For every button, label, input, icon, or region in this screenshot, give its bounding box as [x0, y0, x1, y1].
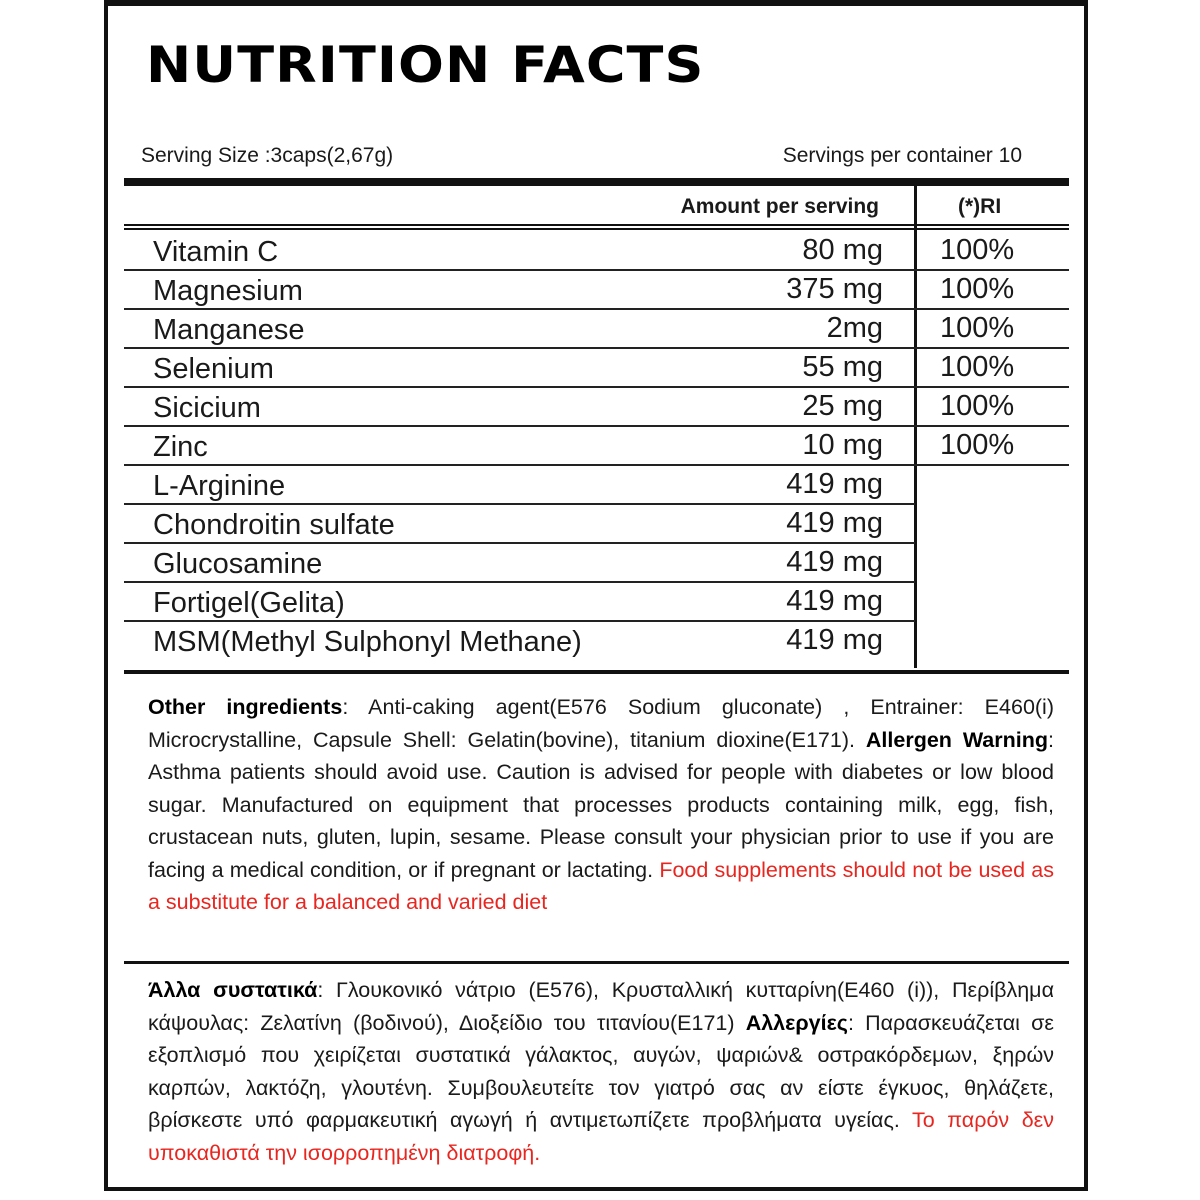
- nutrient-row: [124, 544, 1069, 583]
- english-ingredients: [148, 691, 1054, 919]
- serving-size: Serving Size :3caps(2,67g): [141, 144, 394, 167]
- amount-per-serving-header: Amount per serving: [680, 195, 879, 218]
- nutrient-name: Fortigel(Gelita): [153, 587, 345, 619]
- nutrient-row: [124, 466, 1069, 505]
- nutrient-name: MSM(Methyl Sulphonyl Methane): [153, 626, 582, 658]
- nutrient-amount: 419 mg: [786, 546, 883, 578]
- thick-divider: [124, 178, 1069, 186]
- nutrient-row: [124, 232, 1069, 271]
- servings-per-container: Servings per container 10: [782, 144, 1022, 167]
- greek-allergen-label: Αλλεργίες: [745, 1010, 848, 1035]
- nutrient-name: Zinc: [153, 431, 208, 463]
- nutrient-amount: 375 mg: [786, 273, 883, 305]
- page-title: NUTRITION FACTS: [146, 36, 705, 94]
- nutrient-name: L-Arginine: [153, 470, 286, 502]
- nutrient-table: [124, 232, 1069, 662]
- nutrient-name: Sicicium: [153, 392, 261, 424]
- nutrient-amount: 10 mg: [802, 429, 883, 461]
- nutrient-amount: 419 mg: [786, 468, 883, 500]
- section-divider: [124, 961, 1069, 964]
- nutrient-row: [124, 310, 1069, 349]
- nutrient-name: Manganese: [153, 314, 305, 346]
- nutrient-amount: 80 mg: [802, 234, 883, 266]
- supplement-warning: Food supplements should not be used as a substitute for a balanced and varied diet: [148, 857, 1054, 914]
- nutrient-row: [124, 271, 1069, 310]
- nutrient-row: [124, 622, 1069, 662]
- nutrient-amount: 419 mg: [786, 507, 883, 539]
- nutrient-amount: 55 mg: [802, 351, 883, 383]
- allergen-warning-label: Allergen Warning: [865, 727, 1049, 752]
- greek-ingredients: [148, 974, 1054, 1169]
- nutrient-ri: 100%: [940, 351, 1015, 383]
- allergen-warning-text: : Asthma patients should avoid use. Caution is advised for people with diabetes or low blood sugar. Manufactured on equipment that processes products containing milk, egg, fish, crustacean nuts, gluten, lupin, sesame. Please consult your physician prior to use if you are facing a medical condition, or if pregnant or lactating.: [148, 727, 1054, 882]
- nutrient-name: Vitamin C: [153, 236, 279, 268]
- nutrient-row: [124, 583, 1069, 622]
- nutrient-row: [124, 349, 1069, 388]
- nutrient-amount: 419 mg: [786, 585, 883, 617]
- greek-other-ingredients-label: Άλλα συστατικά: [148, 978, 318, 1002]
- nutrient-name: Glucosamine: [153, 548, 323, 580]
- table-bottom-divider: [124, 670, 1069, 674]
- nutrient-ri: 100%: [940, 312, 1015, 344]
- header-divider: [124, 224, 1069, 226]
- ri-header: (*)RI: [958, 195, 1002, 218]
- nutrient-row: [124, 388, 1069, 427]
- other-ingredients-label: Other ingredients: [148, 695, 343, 719]
- nutrient-ri: 100%: [940, 390, 1015, 422]
- nutrient-amount: 419 mg: [786, 624, 883, 656]
- nutrient-amount: 2mg: [826, 312, 883, 344]
- nutrition-label: [104, 0, 1088, 1191]
- nutrient-row: [124, 427, 1069, 466]
- other-ingredients-text: : Anti-caking agent(E576 Sodium gluconate) , Entrainer: E460(i) Microcrystalline, Capsule Shell: Gelatin(bovine), titanium dioxine(E171).: [148, 695, 1054, 752]
- nutrient-row: [124, 505, 1069, 544]
- header-divider-double: [124, 228, 1069, 230]
- nutrient-ri: 100%: [940, 234, 1015, 266]
- nutrient-ri: 100%: [940, 273, 1015, 305]
- nutrient-name: Magnesium: [153, 275, 303, 307]
- nutrient-ri: 100%: [940, 429, 1015, 461]
- greek-supplement-warning: Το παρόν δεν υποκαθιστά την ισορροπημένη διατροφή.: [148, 1108, 1055, 1165]
- nutrient-name: Selenium: [153, 353, 274, 385]
- nutrient-amount: 25 mg: [802, 390, 883, 422]
- nutrient-name: Chondroitin sulfate: [153, 509, 395, 541]
- greek-other-ingredients-text: : Γλουκονικό νάτριο (Ε576), Κρυσταλλική κυτταρίνη(Ε460 (i)), Περίβλημα κάψουλας: Ζελατίνη (βοδινού), Διοξείδιο του τιτανίου(Ε171): [148, 978, 1054, 1035]
- greek-allergen-text: : Παρασκευάζεται σε εξοπλισμό που χειρίζεται συστατικά γάλακτος, αυγών, ψαριών& οστρακόρδεμων, ξηρών καρπών, λακτόζη, γλουτένη. Συμβουλευτείτε τον γιατρό σας αν είστε έγκυος, θηλάζετε, βρίσκεστε υπό φαρμακευτική αγωγή ή αντιμετωπίζετε προβλήματα υγείας.: [148, 1010, 1054, 1132]
